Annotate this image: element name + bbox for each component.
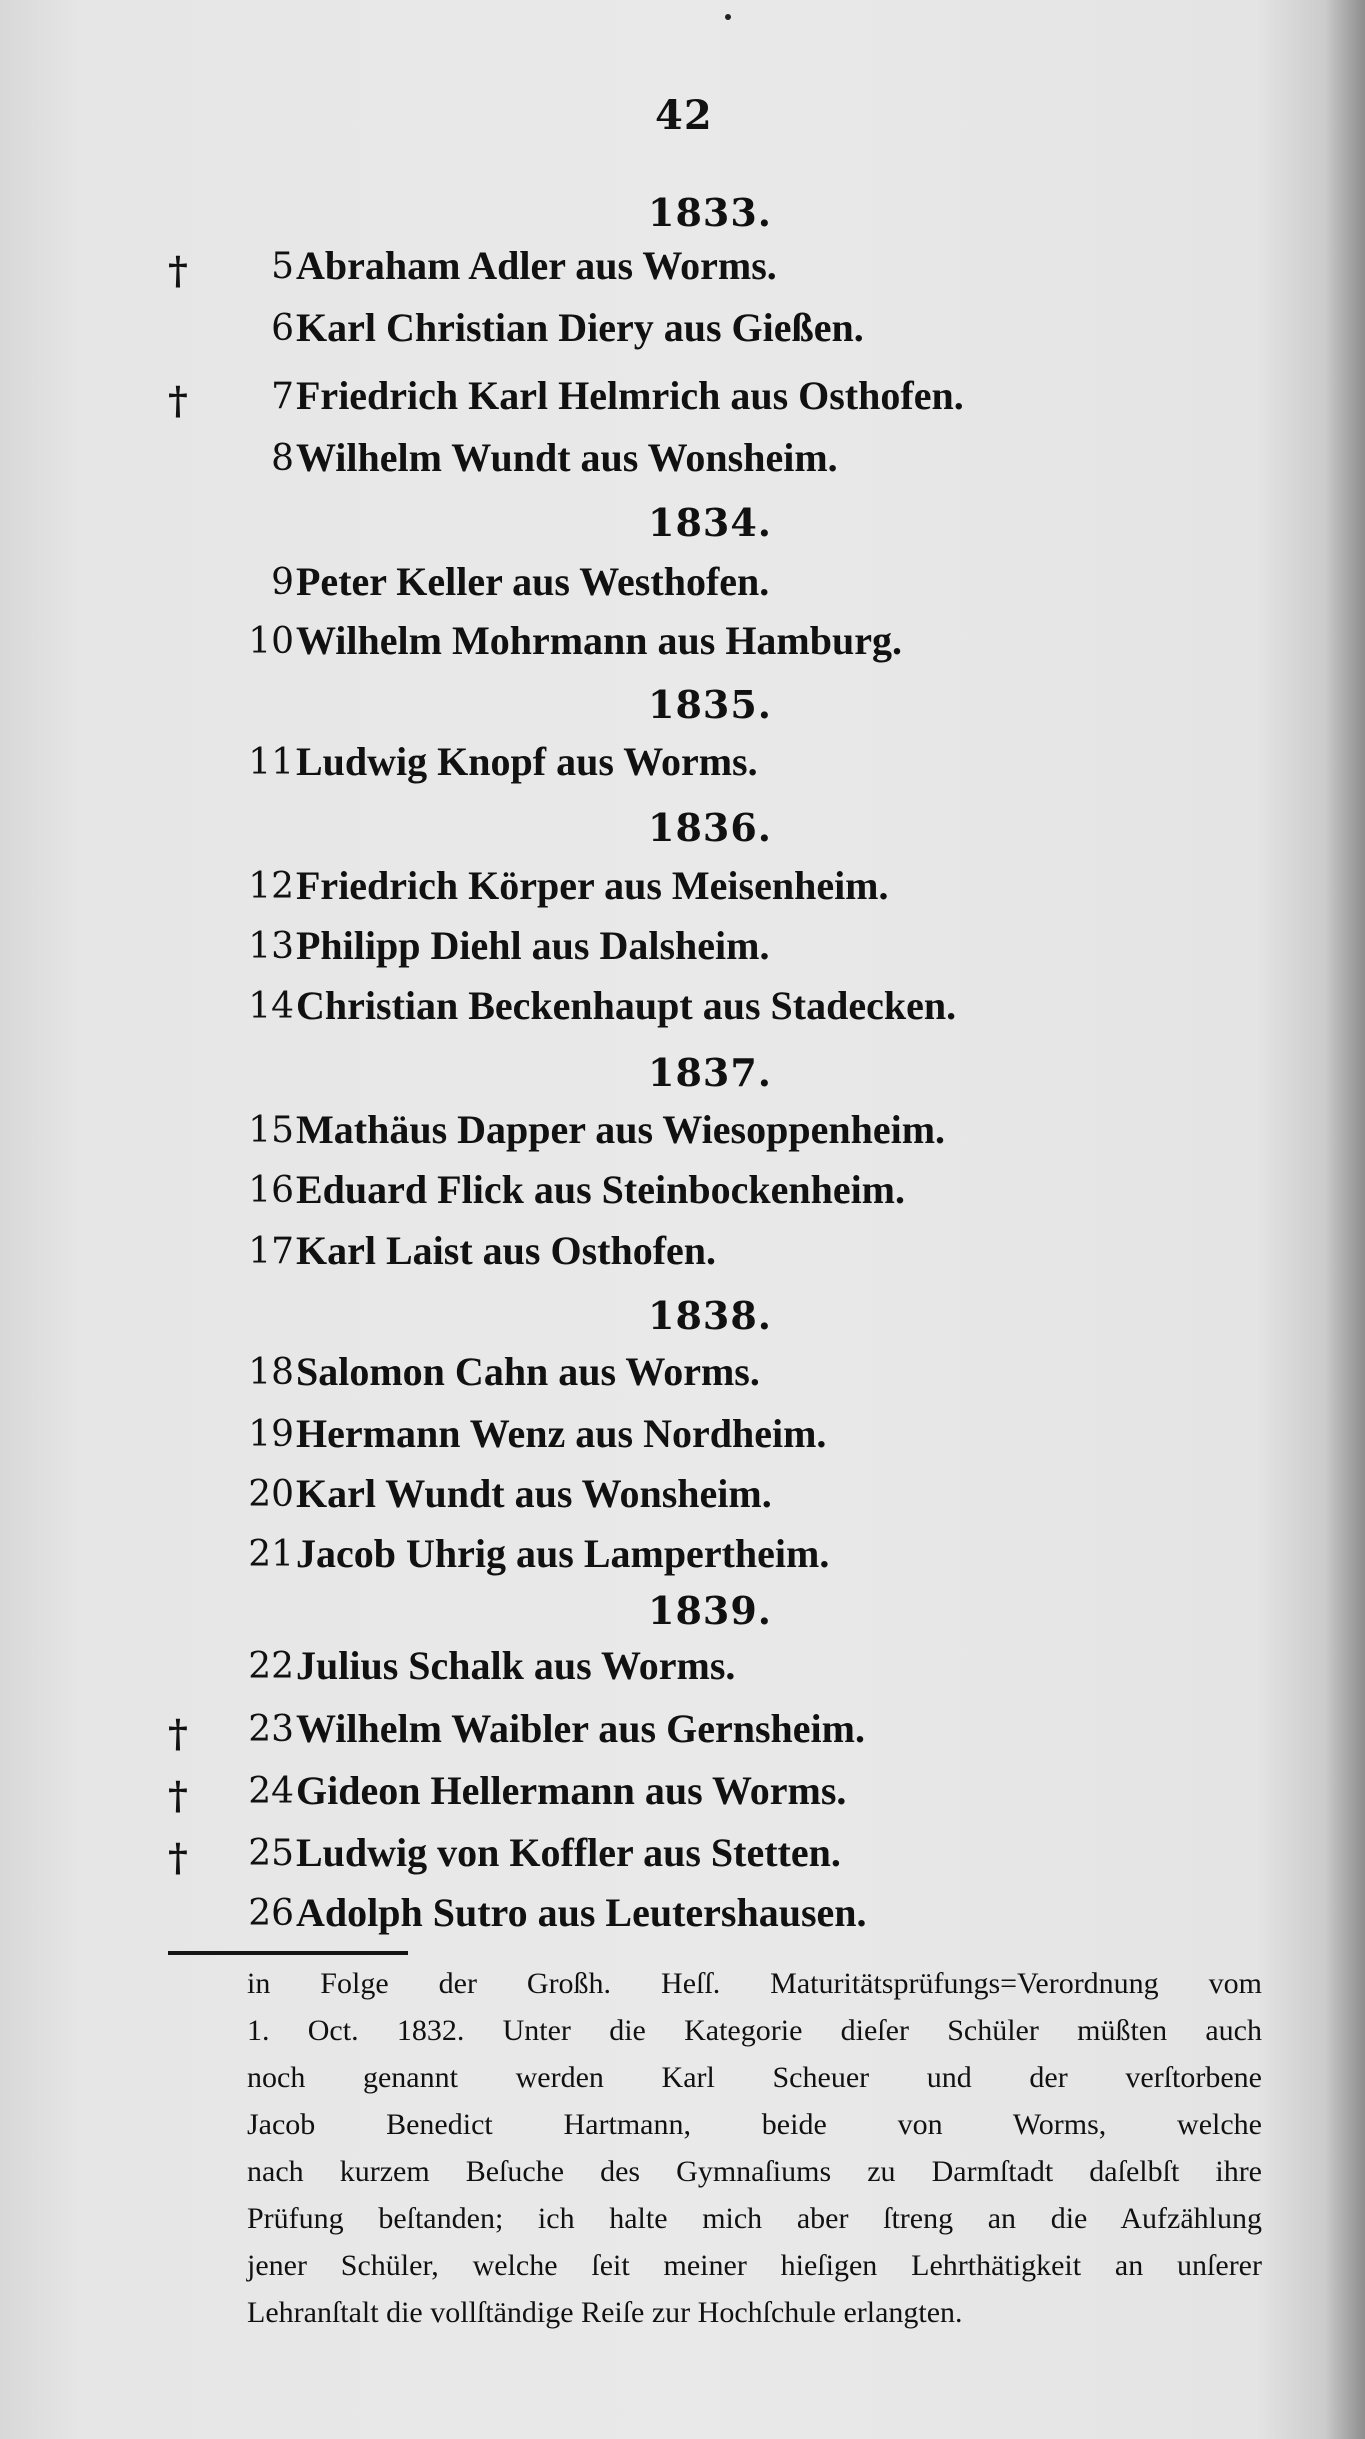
- entry-number: 12: [248, 866, 294, 907]
- footnote-line: jener Schüler, welche ſeit meiner hieſigen Lehrthätigkeit an unſerer: [247, 2249, 1262, 2282]
- list-item: [150, 615, 1050, 673]
- entry-name: Wilhelm Waibler aus Gernsheim.: [296, 1706, 865, 1751]
- footnote: [247, 1960, 1262, 2336]
- entry-number: 14: [248, 986, 294, 1027]
- list-item: [150, 1164, 1050, 1222]
- entry-number: 7: [271, 376, 294, 417]
- entry-name: Hermann Wenz aus Nordheim.: [296, 1411, 827, 1456]
- entry-number: 20: [248, 1474, 294, 1515]
- deceased-dagger: †: [168, 248, 188, 293]
- entry-number: 13: [248, 926, 294, 967]
- list-item: [150, 1640, 1050, 1698]
- entry-name: Wilhelm Wundt aus Wonsheim.: [296, 435, 838, 480]
- list-item: [150, 1346, 1050, 1404]
- entry-number: 16: [248, 1170, 294, 1211]
- entry-number: 23: [248, 1709, 294, 1750]
- list-item: [150, 1887, 1050, 1945]
- page-number: 42: [655, 92, 713, 139]
- footnote-line: 1. Oct. 1832. Unter die Kategorie dieſer Schüler müßten auch: [247, 2014, 1262, 2047]
- list-item: [150, 1104, 1050, 1162]
- footnote-line: noch genannt werden Karl Scheuer und der verſtorbene: [247, 2061, 1262, 2094]
- deceased-dagger: †: [168, 1711, 188, 1756]
- year-heading: 1837.: [648, 1050, 772, 1095]
- deceased-dagger: †: [168, 1835, 188, 1880]
- list-item: [150, 980, 1050, 1038]
- entry-number: 17: [248, 1231, 294, 1272]
- footnote-line: in Folge der Großh. Heſſ. Maturitätsprüfungs=Verordnung vom: [247, 1967, 1262, 2000]
- entry-name: Karl Laist aus Osthofen.: [296, 1228, 717, 1273]
- entry-name: Friedrich Karl Helmrich aus Osthofen.: [296, 373, 964, 418]
- footnote-line: Jacob Benedict Hartmann, beide von Worms, welche: [247, 2108, 1262, 2141]
- entry-number: 25: [248, 1833, 294, 1874]
- entry-name: Friedrich Körper aus Meisenheim.: [296, 863, 889, 908]
- entry-name: Wilhelm Mohrmann aus Hamburg.: [296, 618, 902, 663]
- entry-name: Abraham Adler aus Worms.: [296, 243, 777, 288]
- entry-name: Julius Schalk aus Worms.: [296, 1643, 736, 1688]
- entry-name: Salomon Cahn aus Worms.: [296, 1349, 760, 1394]
- deceased-dagger: †: [168, 1773, 188, 1818]
- entry-name: Ludwig Knopf aus Worms.: [296, 739, 758, 784]
- list-item: [150, 1468, 1050, 1526]
- list-item: [150, 1225, 1050, 1283]
- entry-number: 11: [248, 742, 294, 783]
- entry-number: 19: [248, 1414, 294, 1455]
- page-gutter-shadow: [1325, 0, 1365, 2439]
- entry-name: Christian Beckenhaupt aus Stadecken.: [296, 983, 957, 1028]
- entry-number: 10: [248, 621, 294, 662]
- list-item: [150, 240, 1050, 298]
- list-item: [150, 1827, 1050, 1885]
- list-item: [150, 1703, 1050, 1761]
- entry-name: Karl Wundt aus Wonsheim.: [296, 1471, 772, 1516]
- list-item: [150, 860, 1050, 918]
- list-item: [150, 556, 1050, 614]
- year-heading: 1839.: [648, 1588, 772, 1633]
- list-item: [150, 1765, 1050, 1823]
- entry-number: 6: [271, 308, 294, 349]
- entry-name: Gideon Hellermann aus Worms.: [296, 1768, 847, 1813]
- entry-number: 9: [271, 562, 294, 603]
- entry-number: 22: [248, 1646, 294, 1687]
- footnote-line: Prüfung beſtanden; ich halte mich aber ſtreng an die Aufzählung: [247, 2202, 1262, 2235]
- list-item: [150, 370, 1050, 428]
- ink-speck: [725, 14, 731, 20]
- footnote-line: nach kurzem Beſuche des Gymnaſiums zu Darmſtadt daſelbſt ihre: [247, 2155, 1262, 2188]
- list-item: [150, 1528, 1050, 1586]
- year-heading: 1833.: [648, 190, 772, 235]
- entry-name: Mathäus Dapper aus Wiesoppenheim.: [296, 1107, 946, 1152]
- entry-number: 8: [271, 438, 294, 479]
- deceased-dagger: †: [168, 378, 188, 423]
- year-heading: 1836.: [648, 805, 772, 850]
- footnote-rule: [168, 1951, 408, 1955]
- entry-number: 15: [248, 1110, 294, 1151]
- entry-number: 5: [271, 246, 294, 287]
- year-heading: 1838.: [648, 1293, 772, 1338]
- entry-name: Jacob Uhrig aus Lampertheim.: [296, 1531, 830, 1576]
- list-item: [150, 302, 1050, 360]
- entry-name: Adolph Sutro aus Leutershausen.: [296, 1890, 867, 1935]
- entry-name: Eduard Flick aus Steinbockenheim.: [296, 1167, 906, 1212]
- footnote-line: Lehranſtalt die vollſtändige Reiſe zur Hochſchule erlangten.: [247, 2296, 963, 2329]
- entry-name: Peter Keller aus Westhofen.: [296, 559, 770, 604]
- entry-number: 26: [248, 1893, 294, 1934]
- year-heading: 1835.: [648, 682, 772, 727]
- year-heading: 1834.: [648, 500, 772, 545]
- list-item: [150, 432, 1050, 490]
- entry-number: 21: [248, 1534, 294, 1575]
- entry-name: Karl Christian Diery aus Gießen.: [296, 305, 864, 350]
- entry-name: Ludwig von Koffler aus Stetten.: [296, 1830, 841, 1875]
- list-item: [150, 736, 1050, 794]
- entry-name: Philipp Diehl aus Dalsheim.: [296, 923, 770, 968]
- list-item: [150, 1408, 1050, 1466]
- entry-number: 18: [248, 1352, 294, 1393]
- list-item: [150, 920, 1050, 978]
- entry-number: 24: [248, 1771, 294, 1812]
